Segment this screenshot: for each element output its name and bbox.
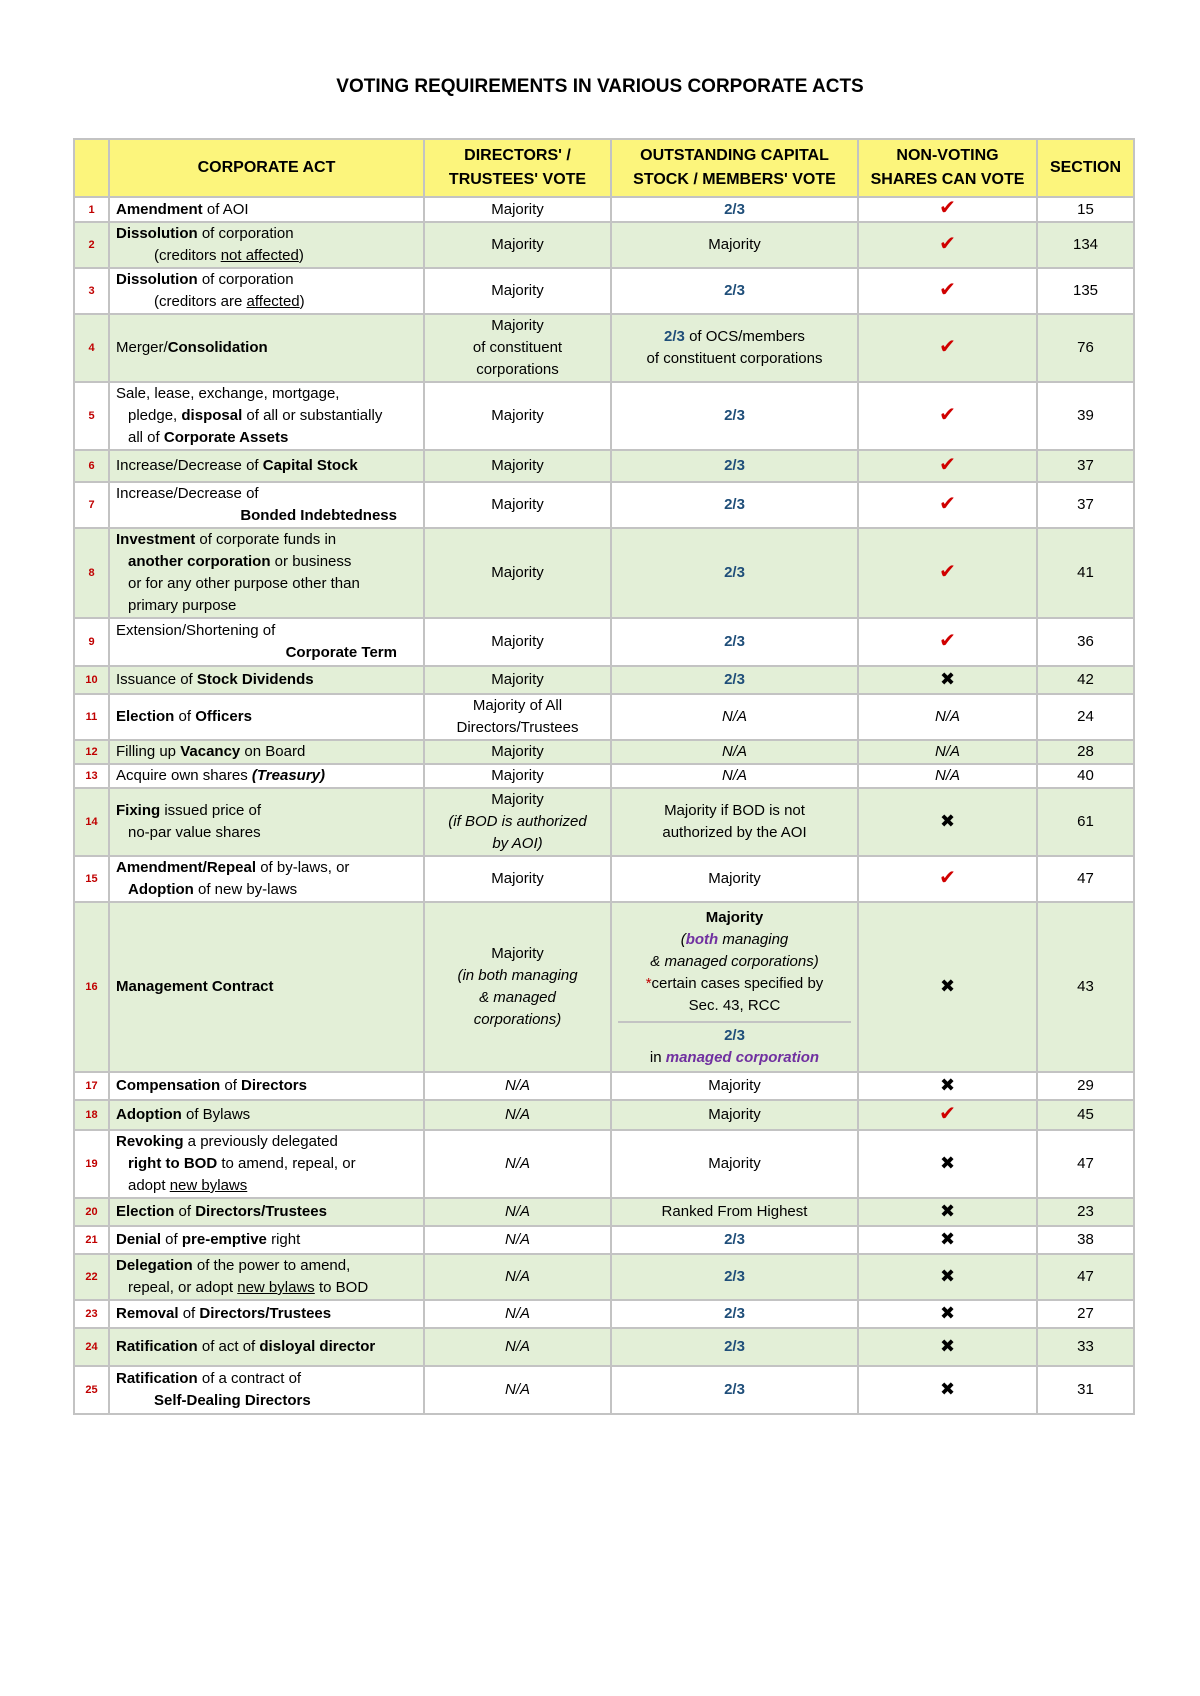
table-row xyxy=(74,268,1134,314)
ocs-both-corporations: Majority (both managing & managed corporations) *certain cases specified by Sec. 43, RCC xyxy=(618,903,851,1023)
table-row xyxy=(74,1100,1134,1130)
table-row xyxy=(74,450,1134,482)
section-cell: 47 xyxy=(1037,856,1134,902)
ocs-vote-cell: 2/3 xyxy=(611,618,858,666)
table-row xyxy=(74,902,1134,1072)
section-cell: 134 xyxy=(1037,222,1134,268)
section-cell: 45 xyxy=(1037,1100,1134,1130)
row-number: 11 xyxy=(74,694,109,740)
cross-icon: ✖ xyxy=(939,810,956,831)
section-cell: 31 xyxy=(1037,1366,1134,1414)
directors-vote-cell: N/A xyxy=(424,1198,611,1226)
non-voting-cell xyxy=(858,268,1037,314)
ocs-vote-cell: Majority xyxy=(611,1130,858,1198)
header-section: SECTION xyxy=(1037,139,1134,197)
directors-vote-cell: Majority xyxy=(424,268,611,314)
check-icon: ✔ xyxy=(939,866,956,889)
header-non-voting-shares: NON-VOTING SHARES CAN VOTE xyxy=(858,139,1037,197)
directors-vote-cell: Majority (in both managing & managed corporations) xyxy=(424,902,611,1072)
corporate-act-cell: Election of Directors/Trustees xyxy=(109,1198,424,1226)
section-cell: 47 xyxy=(1037,1254,1134,1300)
corporate-act-cell: Election of Officers xyxy=(109,694,424,740)
check-icon: ✔ xyxy=(939,1102,956,1125)
directors-vote-cell: N/A xyxy=(424,1254,611,1300)
directors-vote-cell: N/A xyxy=(424,1130,611,1198)
ocs-vote-cell: Majority xyxy=(611,1072,858,1100)
non-voting-cell xyxy=(858,1226,1037,1254)
corporate-act-cell: Filling up Vacancy on Board xyxy=(109,740,424,764)
ocs-vote-cell: Majority if BOD is not authorized by the AOI xyxy=(611,788,858,856)
table-row xyxy=(74,1130,1134,1198)
table-row xyxy=(74,482,1134,528)
table-row xyxy=(74,856,1134,902)
section-cell: 39 xyxy=(1037,382,1134,450)
corporate-act-cell: Dissolution of corporation (creditors are affected) xyxy=(109,268,424,314)
directors-vote-cell: Majority xyxy=(424,197,611,222)
corporate-act-cell: Ratification of act of disloyal director xyxy=(109,1328,424,1366)
corporate-act-cell: Extension/Shortening of Corporate Term xyxy=(109,618,424,666)
cross-icon: ✖ xyxy=(939,668,956,689)
directors-vote-cell: Majority xyxy=(424,666,611,694)
corporate-act-cell: Denial of pre-emptive right xyxy=(109,1226,424,1254)
check-icon: ✔ xyxy=(939,278,956,301)
cross-icon: ✖ xyxy=(939,1074,956,1095)
table-row xyxy=(74,1072,1134,1100)
cross-icon: ✖ xyxy=(939,1200,956,1221)
section-cell: 24 xyxy=(1037,694,1134,740)
ocs-vote-cell: 2/3 xyxy=(611,1226,858,1254)
ocs-vote-cell: 2/3 xyxy=(611,1366,858,1414)
ocs-vote-cell: 2/3 xyxy=(611,528,858,618)
section-cell: 43 xyxy=(1037,902,1134,1072)
corporate-act-cell: Amendment/Repeal of by-laws, or Adoption of new by-laws xyxy=(109,856,424,902)
section-cell: 61 xyxy=(1037,788,1134,856)
directors-vote-cell: Majority xyxy=(424,740,611,764)
table-row xyxy=(74,528,1134,618)
corporate-act-cell: Increase/Decrease of Capital Stock xyxy=(109,450,424,482)
table-row xyxy=(74,222,1134,268)
section-cell: 15 xyxy=(1037,197,1134,222)
directors-vote-cell: Majority of constituent corporations xyxy=(424,314,611,382)
row-number: 22 xyxy=(74,1254,109,1300)
corporate-act-cell: Fixing issued price of no-par value shares xyxy=(109,788,424,856)
directors-vote-cell: Majority xyxy=(424,856,611,902)
non-voting-cell xyxy=(858,666,1037,694)
non-voting-cell: N/A xyxy=(858,764,1037,788)
row-number: 10 xyxy=(74,666,109,694)
corporate-act-cell: Ratification of a contract of Self-Dealing Directors xyxy=(109,1366,424,1414)
row-number: 9 xyxy=(74,618,109,666)
header-directors-vote: DIRECTORS' / TRUSTEES' VOTE xyxy=(424,139,611,197)
non-voting-cell xyxy=(858,382,1037,450)
ocs-vote-cell: N/A xyxy=(611,764,858,788)
corporate-act-cell: Compensation of Directors xyxy=(109,1072,424,1100)
table-row xyxy=(74,1328,1134,1366)
non-voting-cell xyxy=(858,1198,1037,1226)
section-cell: 40 xyxy=(1037,764,1134,788)
non-voting-cell xyxy=(858,314,1037,382)
non-voting-cell xyxy=(858,1300,1037,1328)
table-row xyxy=(74,666,1134,694)
cross-icon: ✖ xyxy=(939,1335,956,1356)
corporate-act-cell: Sale, lease, exchange, mortgage, pledge, disposal of all or substantially all of Corporate Assets xyxy=(109,382,424,450)
voting-requirements-table xyxy=(73,138,1135,1415)
non-voting-cell xyxy=(858,1254,1037,1300)
non-voting-cell xyxy=(858,788,1037,856)
row-number: 2 xyxy=(74,222,109,268)
row-number: 23 xyxy=(74,1300,109,1328)
section-cell: 135 xyxy=(1037,268,1134,314)
row-number: 21 xyxy=(74,1226,109,1254)
directors-vote-cell: N/A xyxy=(424,1226,611,1254)
directors-vote-cell: Majority xyxy=(424,450,611,482)
cross-icon: ✖ xyxy=(939,1228,956,1249)
ocs-vote-cell: Majority xyxy=(611,856,858,902)
cross-icon: ✖ xyxy=(939,1378,956,1399)
header-number xyxy=(74,139,109,197)
row-number: 14 xyxy=(74,788,109,856)
table-row xyxy=(74,314,1134,382)
non-voting-cell xyxy=(858,856,1037,902)
ocs-vote-cell: 2/3 xyxy=(611,450,858,482)
row-number: 7 xyxy=(74,482,109,528)
ocs-vote-cell: 2/3 xyxy=(611,197,858,222)
directors-vote-cell: N/A xyxy=(424,1300,611,1328)
table-row xyxy=(74,788,1134,856)
non-voting-cell xyxy=(858,222,1037,268)
ocs-vote-cell: 2/3 xyxy=(611,382,858,450)
directors-vote-cell: N/A xyxy=(424,1366,611,1414)
directors-vote-cell: Majority xyxy=(424,482,611,528)
check-icon: ✔ xyxy=(939,560,956,583)
table-row xyxy=(74,197,1134,222)
header-outstanding-capital-vote: OUTSTANDING CAPITAL STOCK / MEMBERS' VOTE xyxy=(611,139,858,197)
table-row xyxy=(74,1226,1134,1254)
ocs-vote-cell xyxy=(611,902,858,1072)
non-voting-cell xyxy=(858,1328,1037,1366)
row-number: 1 xyxy=(74,197,109,222)
ocs-vote-cell: 2/3 xyxy=(611,1328,858,1366)
directors-vote-cell: Majority (if BOD is authorized by AOI) xyxy=(424,788,611,856)
corporate-act-cell: Increase/Decrease of Bonded Indebtedness xyxy=(109,482,424,528)
section-cell: 38 xyxy=(1037,1226,1134,1254)
row-number: 19 xyxy=(74,1130,109,1198)
corporate-act-cell: Issuance of Stock Dividends xyxy=(109,666,424,694)
ocs-managed-corporation: 2/3 in managed corporation xyxy=(649,1027,820,1066)
ocs-vote-cell: 2/3 xyxy=(611,666,858,694)
section-cell: 28 xyxy=(1037,740,1134,764)
cross-icon: ✖ xyxy=(939,1302,956,1323)
row-number: 12 xyxy=(74,740,109,764)
header-corporate-act: CORPORATE ACT xyxy=(109,139,424,197)
table-row xyxy=(74,764,1134,788)
non-voting-cell: N/A xyxy=(858,740,1037,764)
section-cell: 36 xyxy=(1037,618,1134,666)
ocs-vote-cell: Ranked From Highest xyxy=(611,1198,858,1226)
ocs-vote-cell: 2/3 xyxy=(611,1300,858,1328)
cross-icon: ✖ xyxy=(939,1152,956,1173)
table-row xyxy=(74,1300,1134,1328)
directors-vote-cell: N/A xyxy=(424,1072,611,1100)
corporate-act-cell: Delegation of the power to amend, repeal, or adopt new bylaws to BOD xyxy=(109,1254,424,1300)
page-title: VOTING REQUIREMENTS IN VARIOUS CORPORATE ACTS xyxy=(336,76,864,97)
section-cell: 23 xyxy=(1037,1198,1134,1226)
directors-vote-cell: N/A xyxy=(424,1100,611,1130)
non-voting-cell xyxy=(858,197,1037,222)
row-number: 4 xyxy=(74,314,109,382)
table-row xyxy=(74,382,1134,450)
non-voting-cell: N/A xyxy=(858,694,1037,740)
corporate-act-cell: Adoption of Bylaws xyxy=(109,1100,424,1130)
check-icon: ✔ xyxy=(939,492,956,515)
ocs-vote-cell: 2/3 xyxy=(611,1254,858,1300)
row-number: 16 xyxy=(74,902,109,1072)
table-row xyxy=(74,1198,1134,1226)
header-row xyxy=(74,139,1134,197)
cross-icon: ✖ xyxy=(939,975,956,996)
check-icon: ✔ xyxy=(939,232,956,255)
ocs-vote-cell: N/A xyxy=(611,694,858,740)
check-icon: ✔ xyxy=(939,335,956,358)
non-voting-cell xyxy=(858,1100,1037,1130)
section-cell: 37 xyxy=(1037,450,1134,482)
section-cell: 41 xyxy=(1037,528,1134,618)
section-cell: 27 xyxy=(1037,1300,1134,1328)
section-cell: 47 xyxy=(1037,1130,1134,1198)
non-voting-cell xyxy=(858,1130,1037,1198)
directors-vote-cell: Majority xyxy=(424,528,611,618)
ocs-vote-cell: 2/3 of OCS/members of constituent corporations xyxy=(611,314,858,382)
table-row xyxy=(74,1366,1134,1414)
non-voting-cell xyxy=(858,618,1037,666)
ocs-vote-cell: Majority xyxy=(611,222,858,268)
ocs-vote-cell: N/A xyxy=(611,740,858,764)
row-number: 8 xyxy=(74,528,109,618)
directors-vote-cell: Majority xyxy=(424,618,611,666)
table-row xyxy=(74,618,1134,666)
corporate-act-cell: Management Contract xyxy=(109,902,424,1072)
directors-vote-cell: Majority of All Directors/Trustees xyxy=(424,694,611,740)
check-icon: ✔ xyxy=(939,453,956,476)
ocs-vote-cell: Majority xyxy=(611,1100,858,1130)
corporate-act-cell: Revoking a previously delegated right to BOD to amend, repeal, or adopt new bylaws xyxy=(109,1130,424,1198)
table-row xyxy=(74,740,1134,764)
non-voting-cell xyxy=(858,902,1037,1072)
corporate-act-cell: Amendment of AOI xyxy=(109,197,424,222)
ocs-vote-cell: 2/3 xyxy=(611,268,858,314)
directors-vote-cell: Majority xyxy=(424,764,611,788)
row-number: 17 xyxy=(74,1072,109,1100)
directors-vote-cell: Majority xyxy=(424,382,611,450)
non-voting-cell xyxy=(858,528,1037,618)
table-row xyxy=(74,694,1134,740)
non-voting-cell xyxy=(858,1366,1037,1414)
corporate-act-cell: Acquire own shares (Treasury) xyxy=(109,764,424,788)
check-icon: ✔ xyxy=(939,197,956,219)
directors-vote-cell: Majority xyxy=(424,222,611,268)
row-number: 13 xyxy=(74,764,109,788)
section-cell: 42 xyxy=(1037,666,1134,694)
row-number: 3 xyxy=(74,268,109,314)
table-row xyxy=(74,1254,1134,1300)
section-cell: 29 xyxy=(1037,1072,1134,1100)
check-icon: ✔ xyxy=(939,629,956,652)
section-cell: 76 xyxy=(1037,314,1134,382)
row-number: 15 xyxy=(74,856,109,902)
directors-vote-cell: N/A xyxy=(424,1328,611,1366)
check-icon: ✔ xyxy=(939,403,956,426)
row-number: 25 xyxy=(74,1366,109,1414)
corporate-act-cell: Removal of Directors/Trustees xyxy=(109,1300,424,1328)
ocs-vote-cell: 2/3 xyxy=(611,482,858,528)
non-voting-cell xyxy=(858,1072,1037,1100)
section-cell: 37 xyxy=(1037,482,1134,528)
row-number: 6 xyxy=(74,450,109,482)
row-number: 24 xyxy=(74,1328,109,1366)
row-number: 5 xyxy=(74,382,109,450)
row-number: 20 xyxy=(74,1198,109,1226)
cross-icon: ✖ xyxy=(939,1265,956,1286)
non-voting-cell xyxy=(858,482,1037,528)
corporate-act-cell: Dissolution of corporation (creditors not affected) xyxy=(109,222,424,268)
corporate-act-cell: Merger/Consolidation xyxy=(109,314,424,382)
section-cell: 33 xyxy=(1037,1328,1134,1366)
corporate-act-cell: Investment of corporate funds in another corporation or business or for any other purpose other than primary purpose xyxy=(109,528,424,618)
non-voting-cell xyxy=(858,450,1037,482)
row-number: 18 xyxy=(74,1100,109,1130)
